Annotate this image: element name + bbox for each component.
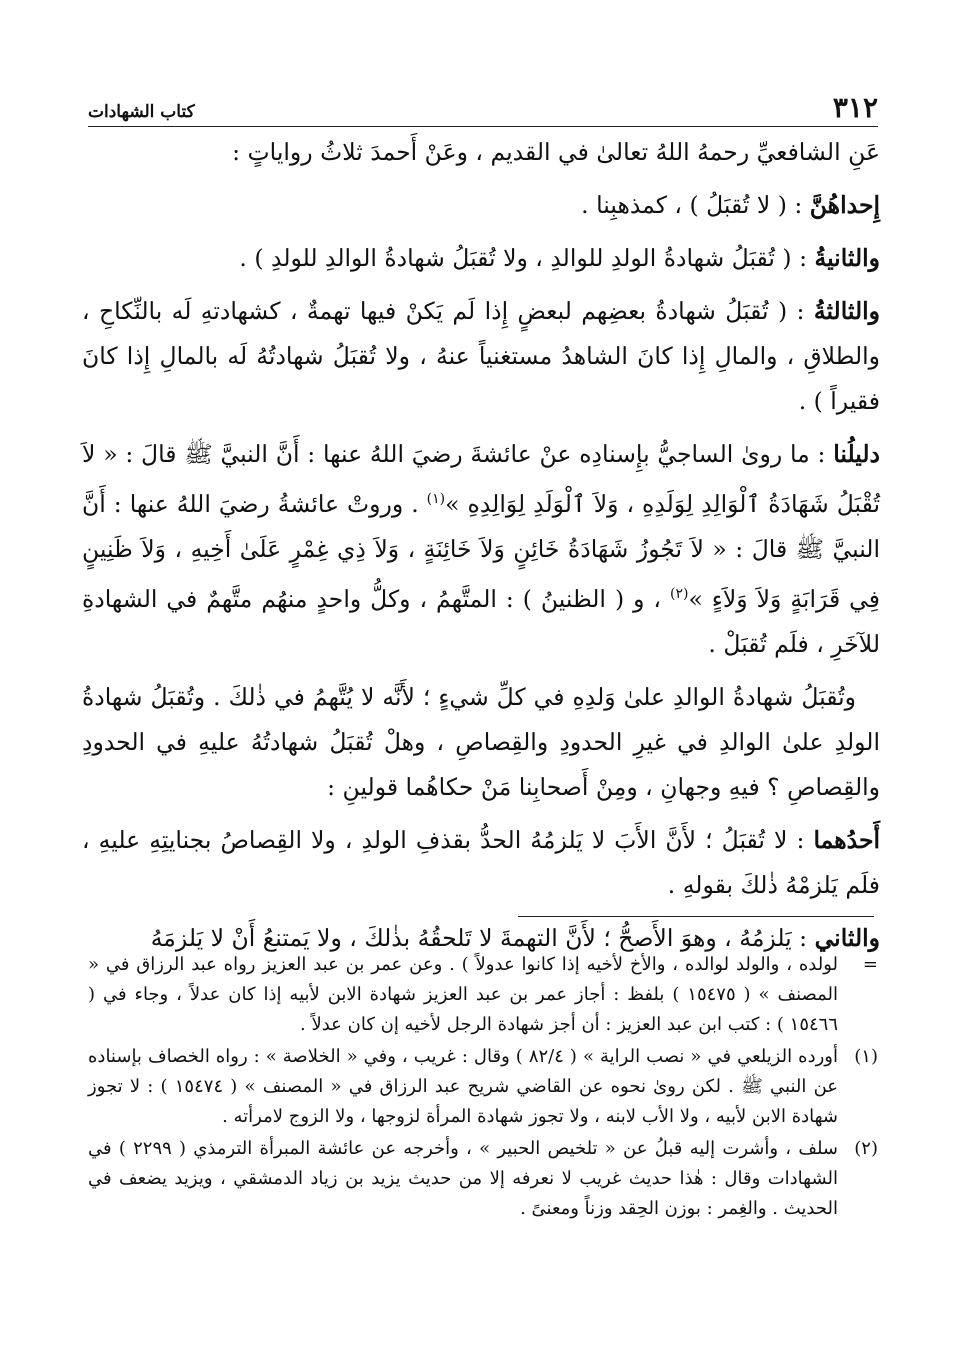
paragraph-label: والثانيةُ	[814, 244, 880, 272]
footnote-marker: (١)	[854, 1046, 878, 1067]
footnote-text: لولده ، والولد لوالده ، والأخ لأخيه إذا كانوا عدولاً ) . وعن عمر بن عبد العزيز رواه عبد الرزاق في « المصنف » ( ١٥٤٧٥ ) بلفظ : أجاز عمر بن عبد العزيز شهادة الابن لأبيه إذا كان عدلاً ، وجاء في ( ١٥٤٦٦ ) : كتب ابن عبد العزيز : أن أجز شهادة الرجل لأخيه إن كان عدلاً .	[88, 954, 839, 1035]
footnote-ref: (٢)	[669, 585, 689, 602]
paragraph-text: : ( تُقبَلُ شهادةُ الولدِ للوالدِ ، ولا تُقبَلُ شهادةُ الوالدِ للولدِ ) .	[239, 244, 815, 272]
paragraph-text: : ( تُقبَلُ شهادةُ بعضِهم لبعضٍ إِذا لَم يَكنْ فيها تهمةٌ ، كشهادتهِ لَه بالنِّكاحِ ، والطلاقِ ، والمالِ إِذا كانَ الشاهدُ مستغنياً عنهُ ، ولا تُقبَلُ شهادتُهُ لَه بالمالِ إِذا كانَ فقيراً ) .	[82, 297, 880, 415]
footnotes	[88, 950, 878, 1226]
paragraph-text: وتُقبَلُ شهادةُ الوالدِ علىٰ وَلدِهِ في كلِّ شيءٍ ؛ لأَنَّه لا يُتَّهمُ في ذٰلكَ . وتُقبَلُ شهادةُ الولدِ علىٰ الوالدِ في غيرِ الحدودِ والقِصاصِ ، وهلْ تُقبَلُ شهادتُهُ عليهِ في الحدودِ والقِصاصِ ؟ فيهِ وجهانِ ، ومِنْ أَصحابِنا مَنْ حكاهُما قولينِ :	[82, 682, 880, 801]
paragraph	[82, 130, 880, 175]
footnote-text: أورده الزيلعي في « نصب الراية » ( ٨٢/٤ ) وقال : غريب ، وفي « الخلاصة » : رواه الخصاف بإسناده عن النبي ﷺ . لكن روىٰ نحوه عن القاضي شريح عبد الرزاق في « المصنف » ( ١٥٤٧٤ ) : لا تجوز شهادة الابن لأبيه ، ولا الأب لابنه ، ولا تجوز شهادة المرأة لزوجها ، ولا الزوج لامرأته .	[88, 1046, 839, 1127]
paragraph	[82, 675, 880, 810]
main-text	[82, 130, 880, 969]
paragraph	[82, 183, 880, 228]
paragraph-label: دليلُنا	[833, 440, 880, 468]
paragraph-label: والثالثةُ	[813, 297, 880, 325]
paragraph-text: : لا تُقبَلُ ؛ لأَنَّ الأَبَ لا يَلزمُهُ الحدُّ بقذفِ الولدِ ، ولا القِصاصُ بجنايتِهِ عليهِ ، فلَم يَلزمْهُ ذٰلكَ بقولهِ .	[82, 825, 880, 899]
paragraph-text: : ( لا تُقبَلُ ) ، كمذهبِنا .	[581, 191, 810, 219]
paragraph	[82, 236, 880, 281]
page-header	[88, 82, 878, 127]
paragraph	[82, 289, 880, 424]
running-title: كتاب الشهادات	[88, 102, 195, 122]
paragraph-text: : يَلزمُهُ ، وهوَ الأَصحُّ ؛ لأَنَّ التهمةَ لا تَلحقُهُ بذٰلكَ ، ولا يَمتنعُ أَنْ لا يَلزمَهُ	[150, 923, 815, 952]
footnote-text: سلف ، وأشرت إليه قبلُ عن « تلخيص الحبير » ، وأخرجه عن عائشة المبرأة الترمذي ( ٢٢٩٩ ) في الشهادات وقال : هٰذا حديث غريب لا نعرفه إلا من حديث يزيد بن زياد الدمشقي ، ويزيد يضعف في الحديث . والغِمر : بوزن الحِقد وزناً ومعنىً .	[88, 1138, 839, 1219]
page-number: ٣١٢	[832, 91, 878, 124]
footnote	[88, 950, 878, 1040]
paragraph-text: عَنِ الشافعيِّ رحمهُ اللهُ تعالىٰ في القديم ، وعَنْ أَحمدَ ثلاثُ رواياتٍ :	[232, 138, 880, 166]
paragraph-text: ، و ( الظنينُ ) : المتَّهمُ ، وكلُّ واحدٍ منهُم متَّهمٌ في الشهادةِ للآخَرِ ، فلَم تُقبَلْ .	[82, 584, 880, 658]
footnote	[88, 1042, 878, 1132]
footnote-marker: =	[862, 954, 878, 975]
paragraph	[82, 432, 880, 667]
paragraph-text: . وروتْ عائشةُ رضيَ اللهُ عنها : أَنَّ النبيَّ ﷺ قالَ : « لاَ تَجُوزُ شَهَادَةُ خَائِنٍ وَلاَ خَائِنَةٍ ، وَلاَ ذِي غِمْرٍ عَلَىٰ أَخِيهِ ، وَلاَ ظَنِينٍ فِي قَرَابَةٍ وَلاَ وَلاَءٍ »	[82, 489, 880, 613]
paragraph	[82, 818, 880, 908]
footnote-divider	[518, 916, 874, 917]
paragraph-label: أَحدُهما	[813, 825, 880, 854]
footnote-ref: (١)	[426, 491, 446, 507]
paragraph-text: : ما روىٰ الساجيُّ بإِسنادِه عنْ عائشةَ رضيَ اللهُ عنها : أَنَّ النبيَّ ﷺ قالَ : « لاَ تُقْبَلُ شَهَادَةُ ٱلْوَالِدِ لِوَلَدِهِ ، وَلاَ ٱلْوَلَدِ لِوَالِدِهِ »	[82, 440, 881, 518]
footnote-marker: (٢)	[854, 1138, 878, 1159]
paragraph-label: والثاني	[814, 923, 880, 952]
paragraph-label: إِحداهُنَّ	[809, 191, 880, 219]
footnote	[88, 1134, 878, 1224]
